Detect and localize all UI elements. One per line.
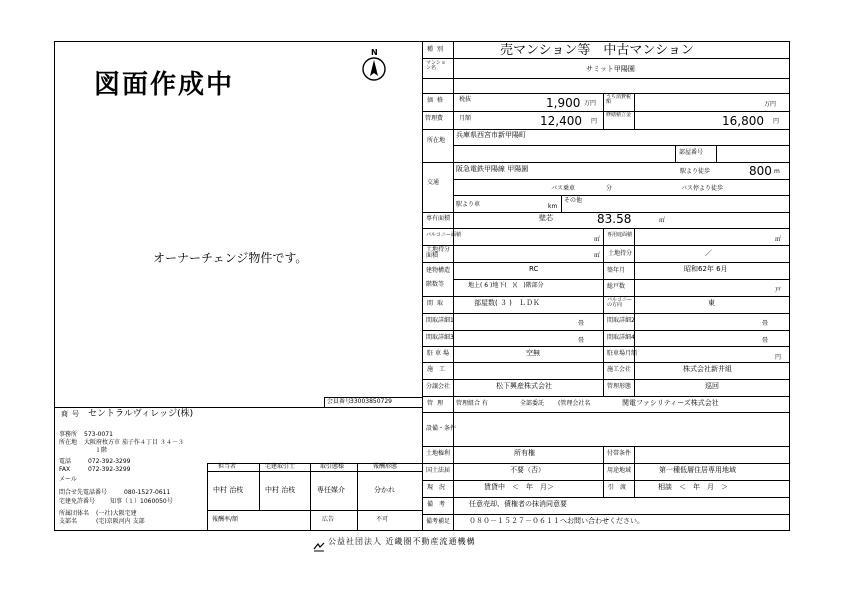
management-fee-unit: 円 — [591, 118, 598, 125]
divider — [422, 313, 790, 314]
parking-label: 駐車場 — [427, 350, 452, 357]
parking-fee-unit: 円 — [775, 354, 782, 361]
repair-fund-value: 16,800 — [722, 114, 764, 128]
zoning-label: 用途地域 — [607, 467, 632, 474]
admin-label: 管理 — [427, 400, 448, 407]
land-rights-value: 所有権 — [514, 449, 535, 457]
layout-label: 間取 — [427, 300, 448, 307]
divider — [716, 145, 717, 162]
tel-label: 電話 — [59, 458, 72, 465]
divider — [422, 296, 790, 297]
divider — [422, 129, 790, 130]
divider — [422, 412, 790, 413]
repair-fund-unit: 円 — [773, 118, 780, 125]
mansion-name-label: マンション名 — [426, 60, 446, 71]
divider — [422, 41, 423, 531]
divider — [603, 93, 604, 129]
households-unit: 戸 — [775, 287, 782, 294]
management-form-label: 管理形態 — [607, 383, 632, 390]
divider — [422, 480, 790, 481]
station-car-label: 駅より車 — [456, 201, 481, 208]
remarks-label: 備考 — [427, 501, 452, 508]
divider — [422, 245, 790, 246]
license-label: 宅建免許番号 — [59, 498, 96, 505]
area-value: 83.58 — [597, 212, 632, 226]
walk-unit: m — [774, 168, 780, 175]
admin-assoc: 管理組合 有 — [456, 400, 488, 407]
land-rights-label: 土地権利 — [426, 450, 451, 457]
divider — [422, 396, 790, 397]
land-share-value: ／ — [705, 249, 712, 257]
divider — [561, 195, 562, 212]
tax-label: うち消費税額 — [606, 94, 632, 105]
mail-label: メール — [59, 476, 77, 483]
handover-value: 相談 ＜ 年 月 ＞ — [658, 483, 728, 491]
reg-no-label: 会員番号 — [327, 398, 352, 405]
zoning-value: 第一種低層住居専用地域 — [659, 466, 736, 474]
divider — [675, 145, 676, 162]
address-line1: 大阪府枚方市 茄子作４丁目 ３４－３ — [84, 439, 184, 446]
divider — [603, 446, 604, 497]
divider — [422, 514, 790, 515]
admin-company: 関電ファシリティーズ株式会社 — [622, 399, 719, 407]
layout-detail4-label: 間取詳細4 — [607, 334, 635, 341]
company-name: セントラルヴィレッジ(株) — [88, 409, 194, 419]
seller-value: 松下興産株式会社 — [496, 382, 552, 390]
structure-label: 建物構造 — [426, 267, 451, 274]
direction-label: バルコニーの方向 — [607, 297, 633, 308]
company-name-label: 商号 — [61, 410, 83, 418]
bus-label: バス乗車 — [551, 185, 576, 192]
owner-change-message: オーナーチェンジ物件です。 — [153, 251, 308, 265]
staff-form: 専任媒介 — [317, 486, 345, 494]
land-share-area-unit: ㎡ — [594, 252, 601, 259]
area-label: 専有面積 — [426, 215, 451, 222]
land-share-label: 土地持分 — [608, 250, 633, 257]
status-value: 賃貸中 ＜ 年 月＞ — [484, 483, 554, 491]
north-arrow-icon — [361, 49, 387, 83]
contact-label: 問合せ先電話番号 — [59, 489, 108, 496]
price-tax-note: 税抜 — [459, 96, 472, 103]
staff-header-fee: 報酬形態 — [373, 463, 398, 470]
traffic-label: 交通 — [427, 179, 440, 186]
divider — [422, 497, 790, 498]
structure-value: RC — [529, 265, 539, 273]
walk-value: 800 — [749, 164, 772, 178]
north-label: N — [371, 48, 378, 57]
garden-area-unit: ㎡ — [775, 236, 782, 243]
divider — [453, 279, 790, 280]
footer-association: 公益社団法人 近畿圏不動産流通機構 — [328, 537, 476, 546]
divider — [54, 407, 422, 408]
balcony-area-unit: ㎡ — [594, 236, 601, 243]
mansion-name: サミット甲陽園 — [586, 65, 635, 73]
builder-value: 株式会社新井組 — [683, 365, 732, 373]
layout-detail2-unit: 畳 — [762, 320, 769, 327]
divider — [422, 228, 790, 229]
room-number-label: 部屋番号 — [679, 149, 704, 156]
area-type: 壁芯 — [539, 214, 553, 222]
floor-value: 地上( 6 )地下( )( )階部分 — [468, 282, 544, 289]
layout-detail1-label: 間取詳細1 — [426, 317, 454, 324]
contact-value: 080-1527-0611 — [124, 489, 171, 496]
divider — [422, 162, 790, 163]
divider — [259, 463, 260, 510]
direction-value: 東 — [708, 299, 715, 307]
price-value: 1,900 — [546, 96, 581, 110]
divider — [634, 228, 635, 396]
construction-label: 施工 — [427, 366, 452, 373]
remarks-value: 任意売却、債権者の抹消同意要 — [469, 500, 567, 508]
tax-unit: 万円 — [764, 101, 777, 108]
seller-label: 分譲会社 — [426, 383, 451, 390]
staff-deal: 中村 治枝 — [265, 486, 296, 494]
divider — [207, 463, 208, 531]
ad-value: 不可 — [376, 516, 389, 523]
remarks-supplement-label: 備考補足 — [426, 518, 451, 525]
remarks-supplement-value: ０８０－１５２７－０６１１へお問い合わせください。 — [469, 517, 644, 525]
branch-label: 支部名 — [59, 518, 78, 525]
bus-walk-label: バス停より徒歩 — [681, 185, 724, 192]
staff-header-form: 取引態様 — [320, 463, 345, 470]
staff-header-person: 担当者 — [218, 463, 237, 470]
office-zip: 573-0071 — [84, 431, 113, 438]
admin-company-label: (管理会社名 — [558, 400, 591, 407]
divider — [603, 228, 604, 396]
divider — [310, 463, 311, 531]
conditions-label: 設備・条件 — [426, 425, 457, 432]
layout-detail4-unit: 畳 — [762, 337, 769, 344]
assoc-label: 所属団体名 — [59, 510, 90, 517]
divider — [422, 446, 790, 447]
fax-label: FAX — [59, 466, 71, 473]
address-line2: １階 — [95, 447, 108, 454]
households-label: 総戸数 — [607, 283, 626, 290]
repair-fund-label: 修繕積立金 — [606, 112, 632, 118]
staff-fee: 分かれ — [374, 486, 395, 494]
divider — [422, 330, 790, 331]
layout-detail3-unit: 畳 — [578, 337, 585, 344]
floor-label: 階数等 — [426, 281, 445, 288]
area-unit: ㎡ — [659, 217, 666, 224]
management-form-value: 巡回 — [705, 382, 719, 390]
divider — [422, 78, 790, 79]
walk-label: 駅より徒歩 — [680, 168, 711, 175]
status-label: 現況 — [427, 484, 452, 491]
car-km-unit: km — [548, 203, 558, 210]
management-fee-month: 月額 — [459, 115, 472, 122]
layout-detail2-label: 間取詳細2 — [607, 317, 635, 324]
national-law-label: 国土法届 — [426, 467, 451, 474]
divider — [453, 195, 790, 196]
divider — [422, 379, 790, 380]
branch-value: (宅)京阪河内 支部 — [96, 518, 145, 525]
type-label: 種別 — [427, 46, 448, 53]
extra-conditions-label: 付帯条件 — [607, 450, 632, 457]
divider — [207, 471, 422, 472]
built-label: 築年月 — [607, 267, 626, 274]
divider — [422, 463, 790, 464]
divider — [422, 262, 790, 263]
parking-value: 空無 — [526, 349, 540, 357]
divider — [453, 145, 790, 146]
handover-label: 引渡 — [608, 484, 633, 491]
price-unit: 万円 — [584, 100, 597, 107]
price-label: 価格 — [427, 97, 448, 104]
parking-fee-label: 駐車場月額 — [607, 350, 638, 357]
layout-detail1-unit: 畳 — [578, 320, 585, 327]
divider — [453, 41, 454, 531]
divider — [422, 58, 790, 59]
assoc-value: (一社)大阪宅建 — [96, 510, 137, 517]
balcony-area-label: バルコニー面積 — [426, 232, 462, 238]
ad-label: 広告 — [322, 516, 335, 523]
license-value: 知事（１）1060050号 — [110, 498, 173, 505]
management-fee-value: 12,400 — [540, 114, 582, 128]
layout-value: 部屋数( ３ ) ＬＤＫ — [474, 299, 540, 307]
staff-header-deal: 宅建取引士 — [265, 463, 296, 470]
management-fee-label: 管理費 — [425, 115, 444, 122]
builder-label: 施工会社 — [607, 366, 632, 373]
association-logo-icon — [313, 537, 325, 547]
address-label: 所在地 — [59, 439, 78, 446]
fax-value: 072-392-3299 — [88, 466, 131, 473]
divider — [453, 179, 790, 180]
divider — [634, 93, 635, 129]
land-share-area-label: 土地持分面積 — [426, 246, 451, 259]
national-law-value: 不要（否） — [510, 466, 545, 474]
divider — [634, 446, 635, 497]
built-value: 昭和62年 6月 — [684, 265, 728, 273]
layout-detail3-label: 間取詳細3 — [426, 334, 454, 341]
property-type: 売マンション等 中古マンション — [500, 43, 694, 58]
admin-contract: 全部委託 — [520, 400, 545, 407]
bus-minute: 分 — [606, 185, 613, 192]
drawing-title: 図面作成中 — [94, 70, 235, 100]
divider — [422, 362, 790, 363]
staff-person: 中村 治枝 — [213, 486, 244, 494]
fee-ratio-label: 報酬率/額 — [212, 516, 239, 523]
divider — [324, 397, 325, 407]
office-label: 事務所 — [59, 431, 78, 438]
location-label: 所在地 — [427, 137, 446, 144]
garden-area-label: 専用庭面積 — [607, 232, 633, 238]
other-transport-label: その他 — [564, 197, 583, 204]
train-line: 阪急電鉄甲陽線 甲陽園 — [456, 165, 529, 173]
divider — [357, 463, 358, 531]
reg-no: 33003850729 — [350, 398, 392, 405]
divider — [207, 510, 422, 511]
location-value: 兵庫県西宮市新甲陽町 — [456, 131, 526, 139]
tel-value: 072-392-3299 — [88, 458, 131, 465]
divider — [422, 346, 790, 347]
